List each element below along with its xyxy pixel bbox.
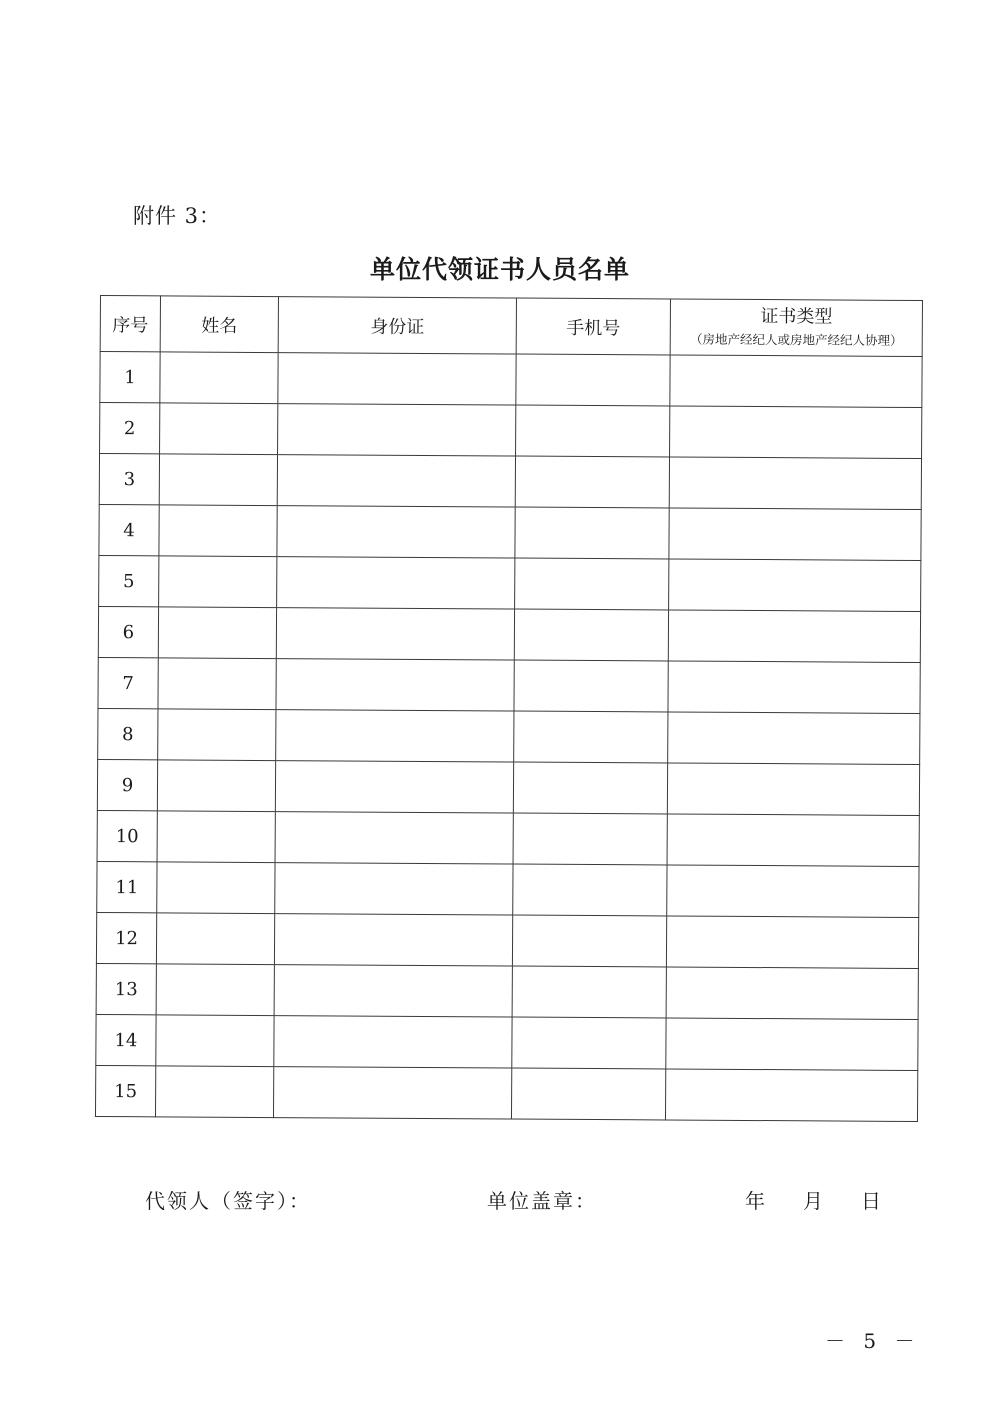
id-card-cell[interactable] — [274, 914, 512, 966]
row-seq-cell: 9 — [97, 759, 157, 810]
row-seq-cell: 12 — [96, 912, 156, 963]
cert-type-cell[interactable] — [668, 712, 920, 765]
cert-type-cell[interactable] — [669, 559, 921, 612]
row-seq-cell: 14 — [96, 1014, 156, 1065]
phone-cell[interactable] — [515, 507, 669, 559]
table-row — [100, 352, 922, 408]
header-cert-type — [670, 299, 922, 357]
unit-seal-label: 单位盖章： — [487, 1189, 597, 1213]
table-row — [99, 454, 921, 510]
cert-type-cell[interactable] — [669, 508, 921, 561]
name-cell[interactable] — [158, 607, 276, 659]
cert-type-cell[interactable] — [665, 1069, 917, 1122]
header-id-card: 身份证 — [278, 297, 516, 354]
name-cell[interactable] — [157, 811, 275, 863]
agent-signature-label: 代领人（签字）： — [145, 1189, 311, 1213]
id-card-cell[interactable] — [275, 863, 513, 915]
row-seq-cell: 11 — [97, 861, 157, 912]
header-name: 姓名 — [160, 296, 278, 353]
cert-type-cell[interactable] — [669, 457, 921, 510]
header-seq: 序号 — [100, 296, 160, 352]
name-cell[interactable] — [156, 913, 274, 965]
row-seq-cell: 15 — [95, 1065, 155, 1116]
cert-type-cell[interactable] — [667, 814, 919, 867]
id-card-cell[interactable] — [278, 404, 516, 456]
cert-type-cell[interactable] — [666, 967, 918, 1020]
name-cell[interactable] — [160, 352, 278, 404]
phone-cell[interactable] — [514, 609, 668, 661]
name-cell[interactable] — [158, 658, 276, 710]
row-seq-cell: 5 — [99, 555, 159, 606]
date-day-label: 日 — [861, 1189, 883, 1213]
header-cert-type-label: 证书类型 — [760, 305, 833, 327]
id-card-cell[interactable] — [276, 710, 514, 762]
row-seq-cell: 3 — [99, 454, 159, 505]
table-row — [96, 963, 918, 1019]
header-cert-type-note: （房地产经纪人或房地产经纪人协理） — [689, 331, 903, 348]
row-seq-cell: 4 — [99, 504, 159, 555]
cert-type-cell[interactable] — [668, 661, 920, 714]
id-card-cell[interactable] — [276, 608, 514, 660]
id-card-cell[interactable] — [277, 506, 515, 558]
page-number: － 5 － — [825, 1329, 921, 1353]
date-year-label: 年 — [745, 1189, 767, 1213]
phone-cell[interactable] — [515, 456, 669, 508]
id-card-cell[interactable] — [276, 659, 514, 711]
phone-cell[interactable] — [514, 660, 668, 712]
phone-cell[interactable] — [513, 864, 667, 916]
table-row — [96, 912, 918, 968]
name-cell[interactable] — [159, 556, 277, 608]
name-cell[interactable] — [160, 403, 278, 455]
roster-table — [95, 295, 923, 1122]
cert-type-cell[interactable] — [670, 406, 922, 459]
date-month-label: 月 — [803, 1189, 825, 1213]
phone-cell[interactable] — [512, 915, 666, 967]
id-card-cell[interactable] — [273, 1067, 511, 1119]
table-row — [97, 759, 919, 815]
cert-type-cell[interactable] — [668, 610, 920, 663]
phone-cell[interactable] — [515, 558, 669, 610]
phone-cell[interactable] — [516, 354, 670, 406]
id-card-cell[interactable] — [275, 812, 513, 864]
table-row — [100, 403, 922, 459]
table-row — [98, 708, 920, 764]
document-title: 单位代领证书人员名单 — [369, 255, 630, 284]
date-line — [745, 1185, 883, 1214]
phone-cell[interactable] — [512, 966, 666, 1018]
name-cell[interactable] — [155, 1066, 273, 1118]
name-cell[interactable] — [156, 964, 274, 1016]
row-seq-cell: 1 — [100, 352, 160, 403]
id-card-cell[interactable] — [277, 455, 515, 507]
id-card-cell[interactable] — [274, 965, 512, 1017]
table-row — [95, 1065, 917, 1121]
name-cell[interactable] — [156, 1015, 274, 1067]
cert-type-cell[interactable] — [670, 355, 922, 408]
attachment-label: 附件 3： — [133, 204, 222, 228]
cert-type-cell[interactable] — [667, 763, 919, 816]
name-cell[interactable] — [157, 760, 275, 812]
id-card-cell[interactable] — [278, 353, 516, 405]
id-card-cell[interactable] — [277, 557, 515, 609]
phone-cell[interactable] — [511, 1068, 665, 1120]
table-body — [95, 352, 922, 1122]
phone-cell[interactable] — [512, 1017, 666, 1069]
table-row — [97, 810, 919, 866]
table-row — [97, 861, 919, 917]
row-seq-cell: 13 — [96, 963, 156, 1014]
table-header-row — [100, 296, 922, 357]
row-seq-cell: 2 — [100, 403, 160, 454]
id-card-cell[interactable] — [275, 761, 513, 813]
name-cell[interactable] — [158, 709, 276, 761]
row-seq-cell: 6 — [98, 606, 158, 657]
table-row — [96, 1014, 918, 1070]
table-row — [99, 504, 921, 560]
id-card-cell[interactable] — [274, 1016, 512, 1068]
phone-cell[interactable] — [513, 762, 667, 814]
row-seq-cell: 7 — [98, 657, 158, 708]
name-cell[interactable] — [159, 454, 277, 506]
name-cell[interactable] — [159, 505, 277, 557]
cert-type-cell[interactable] — [666, 1018, 918, 1071]
table-row — [98, 606, 920, 662]
header-phone: 手机号 — [516, 298, 670, 355]
cert-type-cell[interactable] — [666, 916, 918, 969]
name-cell[interactable] — [157, 862, 275, 914]
phone-cell[interactable] — [513, 813, 667, 865]
table-row — [99, 555, 921, 611]
row-seq-cell: 10 — [97, 810, 157, 861]
phone-cell[interactable] — [516, 405, 670, 457]
cert-type-cell[interactable] — [667, 865, 919, 918]
phone-cell[interactable] — [514, 711, 668, 763]
row-seq-cell: 8 — [98, 708, 158, 759]
table-row — [98, 657, 920, 713]
